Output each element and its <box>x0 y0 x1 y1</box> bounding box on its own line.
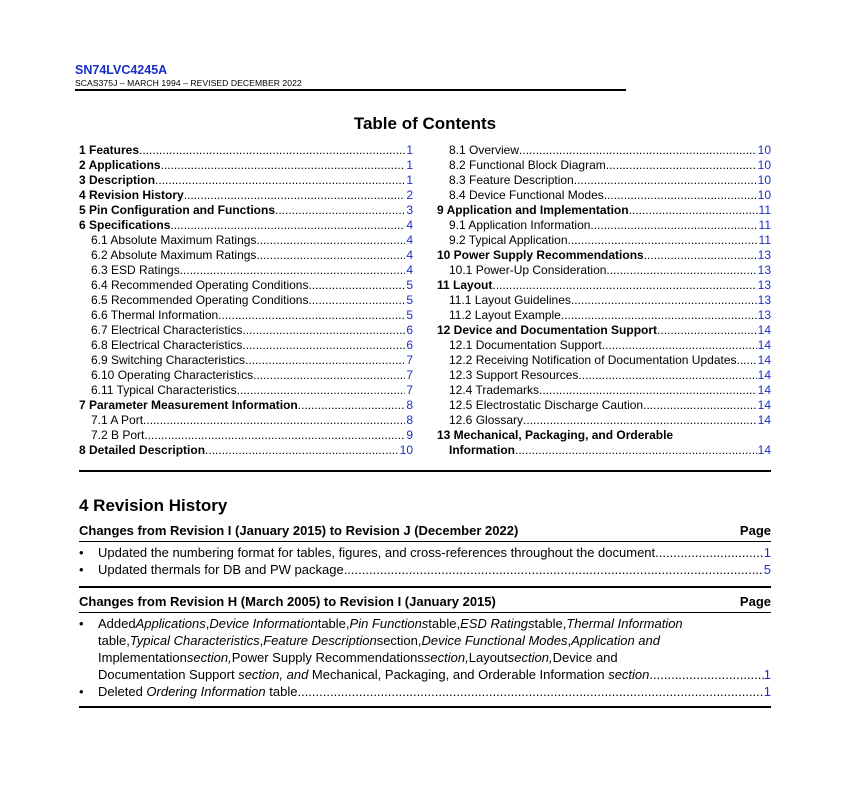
leader-dots <box>571 293 757 308</box>
change-block-header <box>79 522 771 539</box>
cross-reference-text: section, <box>507 650 553 665</box>
toc-entry-title: 7 Parameter Measurement Information <box>79 398 298 412</box>
leader-dots <box>205 443 399 458</box>
change-item-text: Mechanical, Packaging, and Orderable Information <box>311 667 605 682</box>
toc-entry-page-link[interactable]: 10 <box>757 143 771 157</box>
toc-divider <box>79 470 771 472</box>
toc-entry-title: 12.3 Support Resources <box>449 368 579 382</box>
leader-dots <box>539 383 757 398</box>
toc-entry-title: 11.1 Layout Guidelines <box>449 293 571 307</box>
change-item-text: section, <box>376 633 422 648</box>
leader-dots <box>515 443 757 458</box>
leader-dots <box>574 173 757 188</box>
change-item-text: , <box>259 633 264 648</box>
toc-entry-title: 10.1 Power-Up Consideration <box>449 263 607 277</box>
leader-dots <box>590 218 757 233</box>
toc-entry[interactable] <box>437 263 771 278</box>
leader-dots <box>657 323 757 338</box>
change-item-line <box>98 632 771 649</box>
toc-entry-page-link[interactable]: 7 <box>406 383 413 397</box>
change-item-text: Layout <box>468 650 508 665</box>
change-block-rev-j <box>79 522 771 588</box>
change-item <box>79 561 771 578</box>
toc-entry-title: 6.8 Electrical Characteristics <box>91 338 243 352</box>
toc-title: Table of Contents <box>353 114 497 133</box>
leader-dots <box>144 428 405 443</box>
toc-entry[interactable] <box>79 338 413 353</box>
toc-entry[interactable] <box>79 308 413 323</box>
toc-entry-title: 9.2 Typical Application <box>449 233 568 247</box>
change-item-text: table, <box>317 616 350 631</box>
toc-entry-title: 10 Power Supply Recommendations <box>437 248 644 262</box>
revision-history-title: 4 Revision History <box>79 496 228 515</box>
change-item <box>79 544 771 561</box>
leader-dots <box>256 248 405 263</box>
cross-reference-text: section, <box>186 650 232 665</box>
toc-entry[interactable] <box>79 428 413 443</box>
toc-right-column <box>437 143 771 458</box>
toc-entry-title: 2 Applications <box>79 158 161 172</box>
change-item-text: Updated the numbering format for tables, figures, and cross-references throughout the document <box>98 545 656 560</box>
toc-entry-title: 8.1 Overview <box>449 143 520 157</box>
toc-entry-page-link[interactable]: 8 <box>406 398 413 412</box>
toc-entry[interactable] <box>79 158 413 173</box>
toc-entry[interactable] <box>79 143 413 158</box>
toc-entry-page-link[interactable]: 4 <box>406 233 413 247</box>
toc-entry-page-link[interactable]: 1 <box>406 173 413 187</box>
toc-entry-title: 6.11 Typical Characteristics <box>91 383 237 397</box>
change-item-text: Power Supply Recommendations <box>231 650 424 665</box>
toc-entry[interactable] <box>79 323 413 338</box>
leader-dots <box>492 278 756 293</box>
toc-entry-title: 6.10 Operating Characteristics <box>91 368 254 382</box>
leader-dots <box>298 398 406 413</box>
toc-entry[interactable] <box>437 218 771 233</box>
toc-entry[interactable] <box>437 398 771 413</box>
toc-entry-page-link[interactable]: 13 <box>757 248 771 262</box>
change-item-line <box>98 615 771 632</box>
leader-dots <box>218 308 405 323</box>
toc-entry-title: 8.3 Feature Description <box>449 173 574 187</box>
change-block-divider <box>79 706 771 708</box>
toc-entry[interactable] <box>79 203 413 218</box>
leader-dots <box>170 218 405 233</box>
change-item-page-link[interactable]: 1 <box>763 545 771 560</box>
leader-dots <box>629 203 758 218</box>
change-item-line <box>98 649 771 666</box>
toc-entry[interactable] <box>437 173 771 188</box>
toc-entry-page-link[interactable]: 5 <box>406 278 413 292</box>
toc-entry-page-link[interactable]: 7 <box>406 368 413 382</box>
toc-entry-page-link[interactable]: 11 <box>758 218 771 232</box>
leader-dots <box>344 561 764 578</box>
leader-dots <box>519 143 757 158</box>
header-divider <box>75 89 626 91</box>
toc-entry[interactable] <box>437 233 771 248</box>
toc-entry-title: Information <box>449 443 515 457</box>
toc-entry-page-link[interactable]: 4 <box>406 263 413 277</box>
change-block-divider <box>79 586 771 588</box>
leader-dots <box>561 308 757 323</box>
change-block-header-rule <box>79 541 771 542</box>
toc-entry-page-link[interactable]: 14 <box>757 353 771 367</box>
leader-dots <box>237 383 406 398</box>
change-item <box>79 615 771 683</box>
leader-dots <box>139 143 405 158</box>
leader-dots <box>578 368 756 383</box>
leader-dots <box>155 173 405 188</box>
leader-dots <box>180 263 406 278</box>
toc-entry[interactable] <box>437 368 771 383</box>
change-block-heading: Changes from Revision I (January 2015) to Revision J (December 2022) <box>79 523 519 538</box>
leader-dots <box>643 398 757 413</box>
toc-entry-title: 12.4 Trademarks <box>449 383 540 397</box>
toc-entry[interactable] <box>437 383 771 398</box>
toc-entry-title: 12 Device and Documentation Support <box>437 323 658 337</box>
toc-entry-page-link[interactable]: 10 <box>757 158 771 172</box>
toc-entry-title: 6 Specifications <box>79 218 171 232</box>
toc-entry[interactable] <box>79 248 413 263</box>
bullet-icon: • <box>79 616 84 631</box>
toc-entry[interactable] <box>79 218 413 233</box>
toc-entry-page-link[interactable]: 14 <box>757 443 771 457</box>
leader-dots <box>568 233 758 248</box>
change-block-heading: Changes from Revision H (March 2005) to Revision I (January 2015) <box>79 594 496 609</box>
change-item-text: table, <box>98 633 130 648</box>
toc-entry-title: 5 Pin Configuration and Functions <box>79 203 275 217</box>
toc-entry-title: 6.5 Recommended Operating Conditions <box>91 293 309 307</box>
cross-reference-text: Ordering Information <box>146 684 266 699</box>
toc-entry-page-link[interactable]: 6 <box>406 338 413 352</box>
leader-dots <box>606 158 757 173</box>
toc-entry[interactable] <box>79 173 413 188</box>
toc-entry-title: 12.2 Receiving Notification of Documentation Updates <box>449 353 737 367</box>
toc-entry-title: 4 Revision History <box>79 188 184 202</box>
toc-left-column <box>79 143 413 458</box>
toc-entry-page-link[interactable]: 3 <box>406 203 413 217</box>
toc-entry-title: 7.2 B Port <box>91 428 145 442</box>
toc-entry-title: 6.9 Switching Characteristics <box>91 353 246 367</box>
cross-reference-text: Device Information <box>209 616 318 631</box>
toc-entry-page-link[interactable]: 8 <box>406 413 413 427</box>
toc-entry-page-link[interactable]: 10 <box>757 173 771 187</box>
toc-entry[interactable] <box>79 353 413 368</box>
bullet-icon: • <box>79 684 84 699</box>
toc-entry[interactable] <box>79 413 413 428</box>
toc-entry-title: 9.1 Application Information <box>449 218 591 232</box>
leader-dots <box>242 323 405 338</box>
cross-reference-text: Typical Characteristics <box>129 633 260 648</box>
leader-dots <box>604 188 757 203</box>
toc-entry[interactable] <box>437 143 771 158</box>
toc-entry[interactable] <box>79 263 413 278</box>
bullet-icon: • <box>79 545 84 560</box>
toc-entry-page-link[interactable]: 14 <box>757 368 771 382</box>
cross-reference-text: section <box>604 667 650 682</box>
toc-entry[interactable] <box>79 278 413 293</box>
leader-dots <box>523 413 757 428</box>
toc-entry-title: 6.4 Recommended Operating Conditions <box>91 278 309 292</box>
toc-entry-page-link[interactable]: 13 <box>757 263 771 277</box>
toc-entry-page-link[interactable]: 2 <box>406 188 413 202</box>
change-item-text: Added <box>98 616 136 631</box>
toc-entry[interactable] <box>79 383 413 398</box>
cross-reference-text: Feature Description <box>263 633 377 648</box>
cross-reference-text: Application and <box>571 633 660 648</box>
cross-reference-text: Pin Functions <box>349 616 429 631</box>
leader-dots <box>644 248 757 263</box>
toc-entry-page-link[interactable]: 5 <box>406 293 413 307</box>
leader-dots <box>655 544 764 561</box>
toc-entry-page-link[interactable]: 5 <box>406 308 413 322</box>
toc-entry-page-link[interactable]: 11 <box>758 203 771 217</box>
change-item-text: , <box>205 616 210 631</box>
toc-entry[interactable] <box>79 233 413 248</box>
page-column-label: Page <box>739 523 771 538</box>
leader-dots <box>308 293 405 308</box>
toc-entry-page-link[interactable]: 1 <box>406 158 413 172</box>
toc-entry-title: 6.7 Electrical Characteristics <box>91 323 243 337</box>
toc-entry[interactable] <box>437 158 771 173</box>
leader-dots <box>737 353 757 368</box>
toc-entry-title: 13 Mechanical, Packaging, and Orderable <box>437 428 674 442</box>
toc-entry-page-link[interactable]: 14 <box>757 398 771 412</box>
toc-entry-title: 12.6 Glossary <box>449 413 524 427</box>
change-item-text: Updated thermals for DB and PW package <box>98 562 344 577</box>
leader-dots <box>649 666 763 683</box>
toc-entry-title: 8.4 Device Functional Modes <box>449 188 604 202</box>
toc-entry[interactable] <box>437 203 771 218</box>
toc-entry-page-link[interactable]: 11 <box>758 233 771 247</box>
toc-entry[interactable] <box>437 323 771 338</box>
cross-reference-text: Applications <box>135 616 206 631</box>
change-item-text <box>98 683 297 700</box>
change-item-text: table, <box>428 616 461 631</box>
toc-entry[interactable] <box>437 338 771 353</box>
toc-entry-page-link[interactable]: 4 <box>406 218 413 232</box>
leader-dots <box>242 338 405 353</box>
leader-dots <box>161 158 406 173</box>
toc-entry[interactable] <box>79 398 413 413</box>
change-item-text: table, <box>534 616 567 631</box>
leader-dots <box>184 188 406 203</box>
change-item-line <box>98 666 771 683</box>
toc-entry-title: 3 Description <box>79 173 156 187</box>
toc-entry-title: 9 Application and Implementation <box>437 203 629 217</box>
toc-entry-title: 11 Layout <box>437 278 493 292</box>
change-item-text: table <box>265 684 298 699</box>
change-block-rev-i <box>79 593 771 708</box>
toc-entry-page-link[interactable]: 7 <box>406 353 413 367</box>
cross-reference-text: Thermal Information <box>566 616 683 631</box>
change-block-header <box>79 593 771 610</box>
change-item-page-link[interactable]: 1 <box>763 667 771 682</box>
toc-entry[interactable] <box>79 293 413 308</box>
toc-entry-page-link[interactable]: 14 <box>757 383 771 397</box>
toc-entry[interactable] <box>437 413 771 428</box>
leader-dots <box>297 683 763 700</box>
toc-entry-title: 11.2 Layout Example <box>449 308 561 322</box>
toc-entry[interactable] <box>437 308 771 323</box>
part-number[interactable]: SN74LVC4245A <box>75 63 168 77</box>
bullet-icon: • <box>79 562 84 577</box>
toc-entry-page-link[interactable]: 14 <box>757 338 771 352</box>
toc-entry-page-link[interactable]: 10 <box>757 188 771 202</box>
toc-entry[interactable] <box>437 278 771 293</box>
toc-entry-title: 12.1 Documentation Support <box>449 338 602 352</box>
toc-entry[interactable] <box>79 188 413 203</box>
toc-entry-page-link[interactable]: 14 <box>757 323 771 337</box>
toc-entry-page-link[interactable]: 14 <box>757 413 771 427</box>
toc-entry-title: 6.3 ESD Ratings <box>91 263 180 277</box>
change-item-page-link[interactable]: 5 <box>763 562 771 577</box>
change-item <box>79 683 771 700</box>
toc-entry-page-link[interactable]: 9 <box>406 428 413 442</box>
toc-entry-page-link[interactable]: 4 <box>406 248 413 262</box>
leader-dots <box>308 278 405 293</box>
change-item-text: Deleted <box>98 684 147 699</box>
toc-entry[interactable] <box>437 428 771 443</box>
leader-dots <box>245 353 405 368</box>
cross-reference-text: Device Functional Modes <box>421 633 568 648</box>
change-item-page-link[interactable]: 1 <box>763 684 771 699</box>
leader-dots <box>253 368 405 383</box>
change-item-text: , <box>567 633 572 648</box>
change-block-header-rule <box>79 612 771 613</box>
toc-entry[interactable] <box>79 368 413 383</box>
toc-entry-title: 12.5 Electrostatic Discharge Caution <box>449 398 644 412</box>
cross-reference-text: section, and <box>234 667 312 682</box>
leader-dots <box>256 233 405 248</box>
document-info: SCAS375J – MARCH 1994 – REVISED DECEMBER 2022 <box>75 78 302 88</box>
change-item-text: Implementation <box>98 650 187 665</box>
toc-entry-page-link[interactable]: 13 <box>757 293 771 307</box>
toc-entry-page-link[interactable]: 13 <box>757 278 771 292</box>
leader-dots <box>606 263 756 278</box>
cross-reference-text: ESD Ratings <box>460 616 535 631</box>
toc-entry[interactable] <box>437 293 771 308</box>
page-column-label: Page <box>739 594 771 609</box>
cross-reference-text: section, <box>423 650 469 665</box>
toc-entry-page-link[interactable]: 13 <box>757 308 771 322</box>
toc-entry-title: 6.1 Absolute Maximum Ratings <box>91 233 257 247</box>
toc-entry[interactable] <box>437 443 771 458</box>
leader-dots <box>143 413 405 428</box>
toc-entry-page-link[interactable]: 10 <box>399 443 413 457</box>
toc-entry-title: 8.2 Functional Block Diagram <box>449 158 606 172</box>
leader-dots <box>275 203 405 218</box>
toc-entry-page-link[interactable]: 6 <box>406 323 413 337</box>
change-item-text: Device and <box>552 650 618 665</box>
toc-entry-title: 8 Detailed Description <box>79 443 206 457</box>
toc-entry[interactable] <box>437 353 771 368</box>
change-item-text: Documentation Support <box>98 667 235 682</box>
toc-entry-title: 7.1 A Port <box>91 413 144 427</box>
toc-entry-title: 1 Features <box>79 143 140 157</box>
toc-entry[interactable] <box>437 248 771 263</box>
toc-entry-page-link[interactable]: 1 <box>406 143 413 157</box>
toc-entry[interactable] <box>437 188 771 203</box>
change-item-text <box>98 666 649 683</box>
leader-dots <box>602 338 757 353</box>
toc-entry-title: 6.6 Thermal Information <box>91 308 219 322</box>
toc-entry[interactable] <box>79 443 413 458</box>
toc-entry-title: 6.2 Absolute Maximum Ratings <box>91 248 257 262</box>
